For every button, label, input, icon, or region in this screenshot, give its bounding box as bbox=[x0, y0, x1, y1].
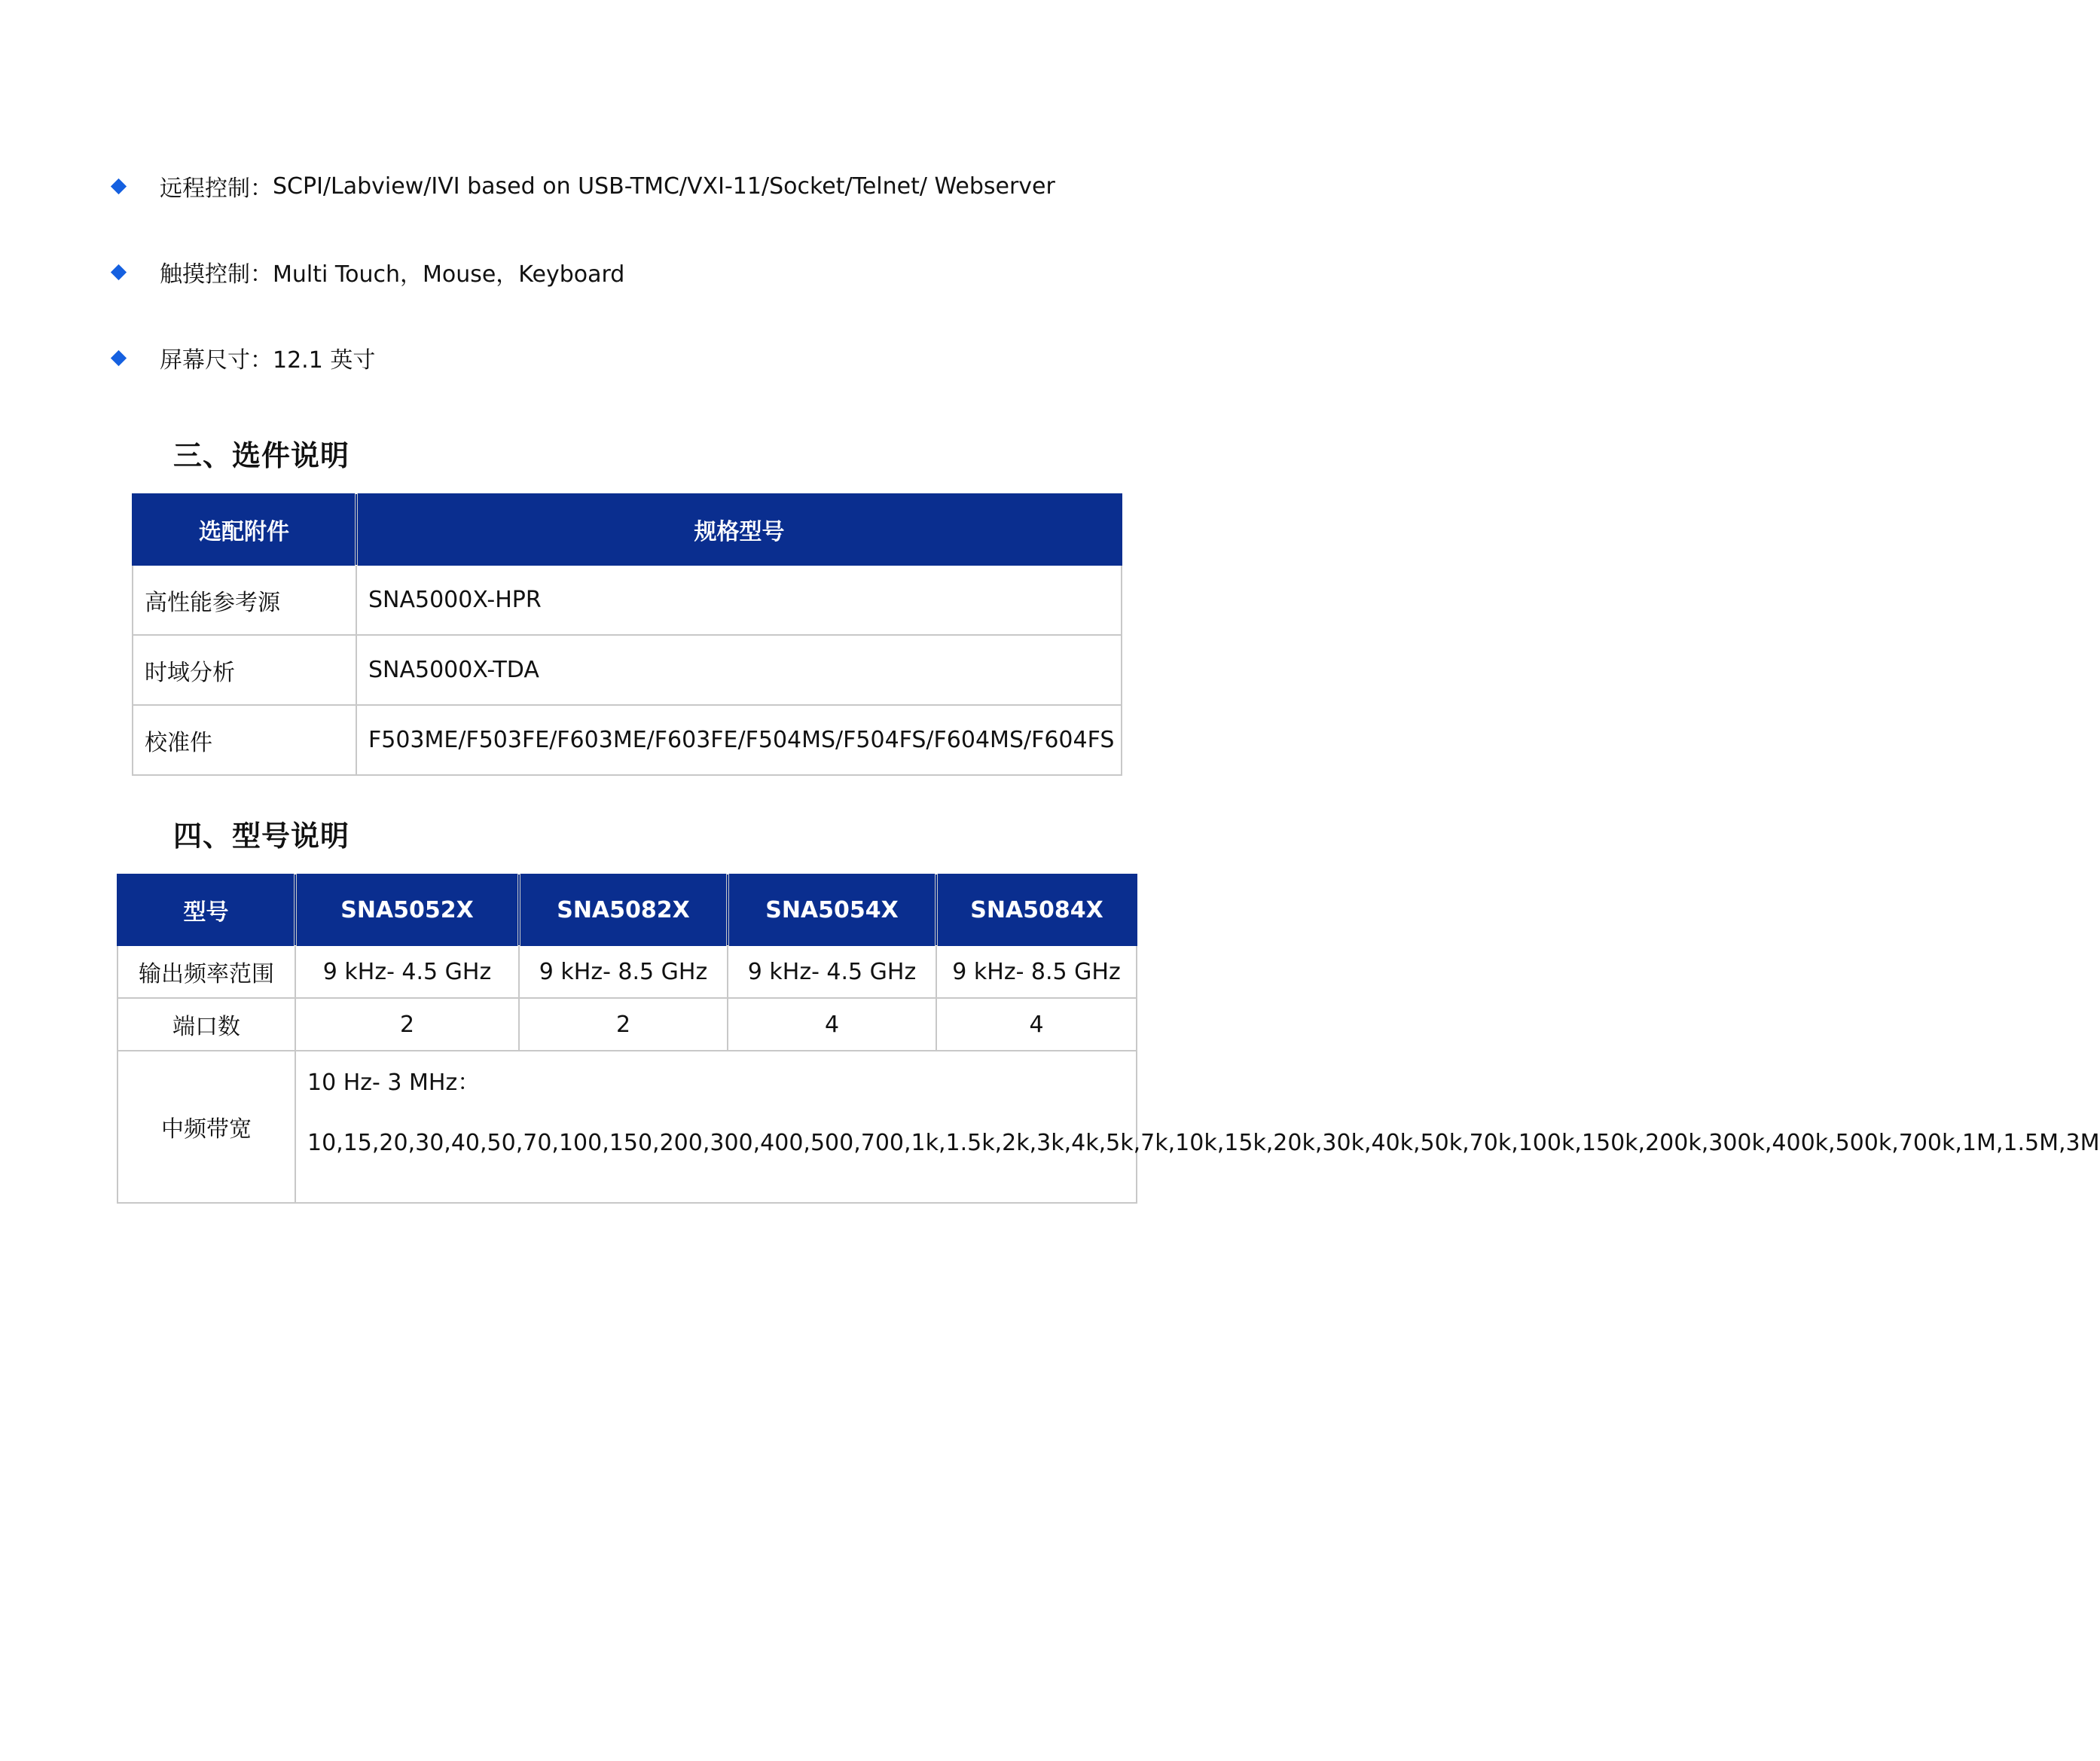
table-cell: F503ME/F503FE/F603ME/F603FE/F504MS/F504FS/F604MS/F604FS bbox=[356, 705, 1122, 775]
table-cell: 高性能参考源 bbox=[133, 565, 356, 635]
row-label: 中频带宽 bbox=[118, 1051, 295, 1203]
table-row bbox=[133, 705, 1122, 775]
column-header: 选配附件 bbox=[133, 494, 356, 565]
bullet-value: 12.1 英寸 bbox=[273, 347, 376, 374]
models-table bbox=[117, 874, 2100, 1204]
table-row bbox=[118, 945, 1137, 998]
bullet-value: SCPI/Labview/IVI based on USB-TMC/VXI-11/Socket/Telnet/ Webserver bbox=[273, 172, 1055, 200]
column-header: SNA5054X bbox=[728, 874, 936, 945]
if-bandwidth-values: 10,15,20,30,40,50,70,100,150,200,300,400,500,700,1k,1.5k,2k,3k,4k,5k,7k,10k,15k,20k,30k,40k,50k,70k,100k,150k,200k,300k,400k,500k,700k,1M,1.5M,3M bbox=[307, 1130, 2100, 1156]
bullet-touch-control bbox=[113, 253, 624, 291]
table-cell: 2 bbox=[295, 998, 519, 1051]
table-cell: SNA5000X-TDA bbox=[356, 635, 1122, 705]
table-cell: 4 bbox=[728, 998, 936, 1051]
diamond-bullet-icon bbox=[111, 178, 127, 194]
table-cell: 校准件 bbox=[133, 705, 356, 775]
diamond-bullet-icon bbox=[111, 264, 127, 279]
table-header-row bbox=[133, 494, 1122, 565]
table-row bbox=[118, 1051, 1137, 1203]
table-header-row bbox=[118, 874, 1137, 945]
bullet-screen-size bbox=[113, 339, 375, 377]
table-cell: 9 kHz- 4.5 GHz bbox=[295, 945, 519, 998]
bullet-label: 远程控制： bbox=[160, 175, 273, 202]
row-label: 输出频率范围 bbox=[118, 945, 295, 998]
table-row bbox=[118, 998, 1137, 1051]
column-header: 规格型号 bbox=[356, 494, 1122, 565]
bullet-label: 触摸控制： bbox=[160, 261, 273, 288]
column-header: SNA5084X bbox=[936, 874, 1137, 945]
column-header: SNA5052X bbox=[295, 874, 519, 945]
section-heading-models: 四、型号说明 bbox=[173, 819, 350, 853]
column-header: 型号 bbox=[118, 874, 295, 945]
bullet-value: Multi Touch，Mouse，Keyboard bbox=[273, 261, 625, 288]
table-cell: SNA5000X-HPR bbox=[356, 565, 1122, 635]
options-table bbox=[132, 493, 1122, 776]
table-cell: 9 kHz- 8.5 GHz bbox=[936, 945, 1137, 998]
if-bandwidth-cell bbox=[295, 1051, 2100, 1203]
column-header: SNA5082X bbox=[519, 874, 728, 945]
section-heading-options: 三、选件说明 bbox=[173, 439, 350, 472]
table-cell: 4 bbox=[936, 998, 1137, 1051]
row-label: 端口数 bbox=[118, 998, 295, 1051]
diamond-bullet-icon bbox=[111, 349, 127, 365]
table-row bbox=[133, 565, 1122, 635]
bullet-label: 屏幕尺寸： bbox=[160, 347, 273, 374]
if-bandwidth-range: 10 Hz- 3 MHz： bbox=[307, 1070, 481, 1096]
table-cell: 9 kHz- 4.5 GHz bbox=[728, 945, 936, 998]
table-cell: 2 bbox=[519, 998, 728, 1051]
table-row bbox=[133, 635, 1122, 705]
table-cell: 9 kHz- 8.5 GHz bbox=[519, 945, 728, 998]
bullet-remote-control bbox=[113, 167, 1055, 205]
table-cell: 时域分析 bbox=[133, 635, 356, 705]
